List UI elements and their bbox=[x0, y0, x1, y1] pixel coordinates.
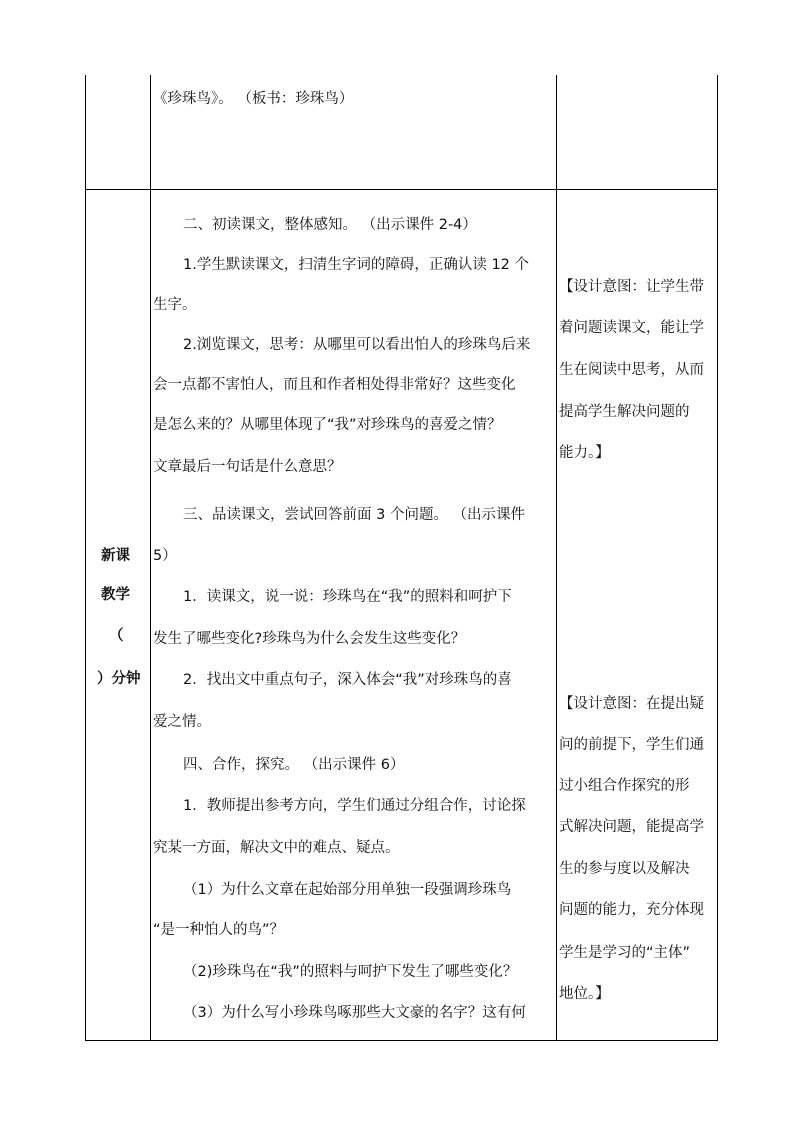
design-note-2-line: 地位。】 bbox=[559, 986, 610, 1002]
content-line: 2．找出文中重点句子，深入体会“我”对珍珠鸟的喜 bbox=[183, 672, 512, 688]
design-note-2-line: 过小组合作探究的形 bbox=[559, 778, 690, 794]
content-line: 三、品读课文，尝试回答前面 3 个问题。 （出示课件 bbox=[183, 507, 526, 523]
content-line: 1．教师提出参考方向，学生们通过分组合作，讨论探 bbox=[183, 798, 526, 814]
design-note-1-line: 能力。】 bbox=[559, 445, 610, 461]
design-note-2-line: 式解决问题，能提高学 bbox=[559, 819, 704, 835]
design-note-2-line: 问题的能力，充分体现 bbox=[559, 902, 704, 918]
content-line: （3）为什么写小珍珠鸟啄那些大文豪的名字？这有何 bbox=[183, 1005, 526, 1021]
content-line: 二、初读课文，整体感知。 （出示课件 2-4） bbox=[183, 217, 477, 233]
table-divider-2 bbox=[556, 75, 557, 1041]
content-line: 究某一方面，解决文中的难点、疑点。 bbox=[153, 840, 400, 856]
content-line: 1．读课文，说一说：珍珠鸟在“我”的照料和呵护下 bbox=[183, 589, 512, 605]
design-note-1-line: 生在阅读中思考，从而 bbox=[559, 362, 704, 378]
content-line: 2.浏览课文，思考：从哪里可以看出怕人的珍珠鸟后来 bbox=[183, 337, 531, 353]
content-line: 1.学生默读课文，扫清生字词的障碍，正确认读 12 个 bbox=[183, 257, 530, 273]
content-line: 四、合作，探究。 （出示课件 6） bbox=[183, 757, 405, 773]
table-border-bottom bbox=[85, 1040, 718, 1041]
row1-content: 《珍珠鸟》。 （板书：珍珠鸟） bbox=[153, 91, 354, 107]
section-label-line-2: 教学 bbox=[101, 587, 130, 603]
table-border-right bbox=[717, 75, 718, 1041]
content-line: 生字。 bbox=[153, 297, 197, 313]
content-line: 是怎么来的？从哪里体现了“我”对珍珠鸟的喜爱之情？ bbox=[153, 417, 502, 433]
content-line: 爱之情。 bbox=[153, 714, 211, 730]
section-label-line-4: ）分钟 bbox=[97, 671, 141, 687]
section-label-line-3: （ bbox=[109, 628, 124, 644]
design-note-2-line: 【设计意图：在提出疑 bbox=[559, 696, 704, 712]
content-line: （2)珍珠鸟在“我”的照料与呵护下发生了哪些变化？ bbox=[183, 964, 518, 980]
section-label-line-1: 新课 bbox=[101, 548, 130, 564]
design-note-2-line: 学生是学习的“主体” bbox=[559, 945, 691, 961]
content-line: 会一点都不害怕人，而且和作者相处得非常好？这些变化 bbox=[153, 377, 516, 393]
table-divider-1 bbox=[150, 75, 151, 1041]
design-note-2-line: 生的参与度以及解决 bbox=[559, 861, 690, 877]
content-line: （1）为什么文章在起始部分用单独一段强调珍珠鸟 bbox=[183, 882, 512, 898]
design-note-2-line: 问的前提下，学生们通 bbox=[559, 737, 704, 753]
content-line: 文章最后一句话是什么意思？ bbox=[153, 459, 342, 475]
table-border-left bbox=[85, 75, 86, 1041]
table-row-divider bbox=[85, 189, 718, 190]
content-line: “是一种怕人的鸟”？ bbox=[153, 922, 285, 938]
content-line: 5） bbox=[153, 548, 177, 564]
design-note-1-line: 着问题读课文，能让学 bbox=[559, 320, 704, 336]
design-note-1-line: 提高学生解决问题的 bbox=[559, 404, 690, 420]
design-note-1-line: 【设计意图：让学生带 bbox=[559, 279, 704, 295]
content-line: 发生了哪些变化?珍珠鸟为什么会发生这些变化？ bbox=[153, 631, 466, 647]
